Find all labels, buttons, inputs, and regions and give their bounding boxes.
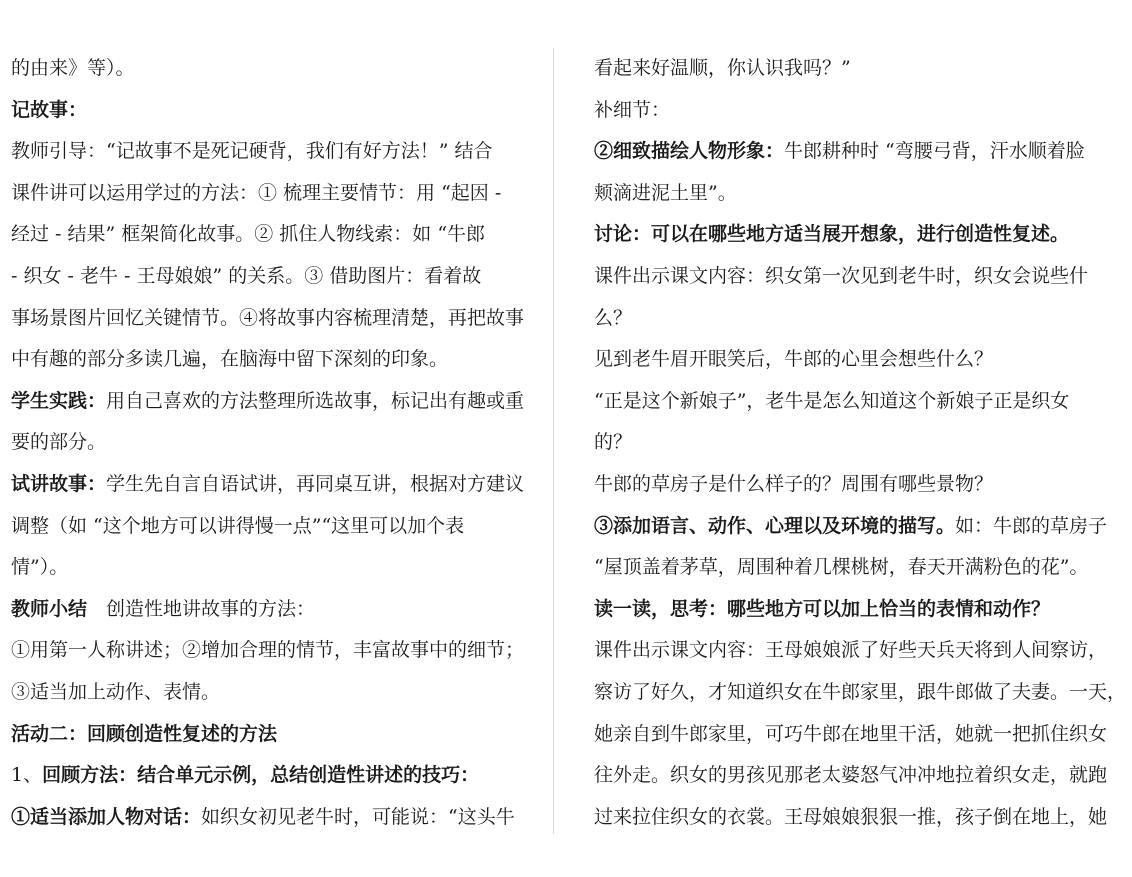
bold-text: 试讲故事： (11, 472, 107, 495)
text-segment: 过来拉住织女的衣裳。王母娘娘狠狠一推，孩子倒在地上，她 (594, 805, 1108, 828)
text-segment: 创造性地讲故事的方法： (87, 597, 316, 620)
text-line (594, 90, 1099, 132)
bold-text: 读一读，思考：哪些地方可以加上恰当的表情和动作？ (594, 597, 1051, 620)
text-segment: ①用第一人称讲述；②增加合理的情节，丰富故事中的细节； (11, 639, 525, 662)
text-segment: 牛郎耕种时 “弯腰弓背，汗水顺着脸 (784, 140, 1085, 163)
bold-text: ②细致描绘人物形象： (594, 140, 785, 163)
text-segment: 学生先自言自语试讲，再同桌互讲，根据对方建议 (106, 472, 525, 495)
text-line (594, 672, 1127, 714)
bold-text: 讨论：可以在哪些地方适当展开想象，进行创造性复述。 (594, 223, 1070, 246)
text-segment: 教师引导：“记故事不是死记硬背，我们有好方法！” 结合 (11, 140, 493, 163)
text-segment: 事场景图片回忆关键情节。④将故事内容梳理清楚，再把故事 (11, 306, 525, 329)
text-line (594, 797, 1108, 839)
text-line (594, 298, 1099, 340)
text-line (11, 464, 525, 506)
text-segment: 情”）。 (11, 556, 69, 579)
text-line (11, 714, 516, 756)
bold-text: 回顾方法：结合单元示例，总结创造性讲述的技巧： (42, 764, 480, 787)
text-line (11, 90, 516, 132)
text-line (594, 422, 1099, 464)
left-column (11, 48, 525, 838)
text-segment: - 织女 - 老牛 - 王母娘娘” 的关系。③ 借助图片：看着故 (11, 264, 482, 287)
text-line (11, 381, 525, 423)
text-segment: ③适当加上动作、表情。 (11, 680, 221, 703)
text-segment: 经过 - 结果” 框架简化故事。② 抓住人物线索：如 “牛郎 (11, 223, 486, 246)
text-segment: 看起来好温顺，你认识我吗？” (594, 57, 851, 79)
text-segment: 中有趣的部分多读几遍，在脑海中留下深刻的印象。 (11, 348, 449, 371)
right-column (594, 48, 1127, 838)
text-line (11, 547, 516, 589)
text-line (594, 714, 1108, 756)
text-line (11, 672, 516, 714)
text-line (594, 589, 1099, 631)
text-segment: 的由来》等）。 (11, 57, 135, 79)
text-line (594, 381, 1099, 423)
text-segment: 颊滴进泥土里”。 (594, 181, 737, 204)
bold-text: 记故事： (11, 98, 88, 121)
text-segment: 如织女初见老牛时，可能说：“这头牛 (201, 805, 515, 828)
text-segment: 课件出示课文内容：织女第一次见到老牛时，织女会说些什 (594, 264, 1089, 287)
text-segment: 往外走。织女的男孩见那老太婆怒气冲冲地拉着织女走，就跑 (594, 764, 1108, 787)
text-segment: 要的部分。 (11, 431, 107, 454)
text-segment: 的？ (594, 431, 633, 454)
text-line (11, 506, 516, 548)
text-line (594, 630, 1108, 672)
text-segment: “正是这个新娘子”，老牛是怎么知道这个新娘子正是织女 (594, 389, 1070, 412)
text-line (11, 256, 516, 298)
text-line (11, 755, 516, 797)
text-segment: 课件出示课文内容：王母娘娘派了好些天兵天将到人间察访， (594, 639, 1108, 662)
text-segment: 1、 (11, 764, 43, 787)
bold-text: ③添加语言、动作、心理以及环境的描写。 (594, 514, 956, 537)
text-line (11, 339, 516, 381)
bold-text: ①适当添加人物对话： (11, 805, 202, 828)
text-line (594, 547, 1099, 589)
text-segment: 补细节： (594, 98, 671, 121)
bold-text: 学生实践： (11, 389, 107, 412)
text-segment: 调整（如 “这个地方可以讲得慢一点”“这里可以加个表 (11, 514, 465, 537)
text-line (594, 256, 1099, 298)
text-line (11, 131, 516, 173)
text-line (11, 298, 525, 340)
text-line (594, 131, 1099, 173)
text-segment: 课件讲可以运用学过的方法：① 梳理主要情节：用 “起因 - (11, 181, 502, 204)
text-line (11, 797, 516, 839)
text-segment: 牛郎的草房子是什么样子的？周围有哪些景物？ (594, 472, 994, 495)
bold-text: 活动二：回顾创造性复述的方法 (11, 722, 278, 745)
text-line (594, 464, 1099, 506)
text-line (11, 630, 525, 672)
text-line (11, 48, 516, 90)
column-divider (553, 48, 554, 834)
text-line (11, 214, 516, 256)
text-line (594, 506, 1108, 548)
text-segment: 察访了好久，才知道织女在牛郎家里，跟牛郎做了夫妻。一天， (594, 680, 1127, 703)
text-line (594, 339, 1099, 381)
text-line (594, 173, 1099, 215)
text-line (594, 48, 1099, 90)
text-line (11, 589, 516, 631)
text-segment: 如：牛郎的草房子 (955, 514, 1108, 537)
text-segment: 用自己喜欢的方法整理所选故事，标记出有趣或重 (106, 389, 525, 412)
text-segment: 她亲自到牛郎家里，可巧牛郎在地里干活，她就一把抓住织女 (594, 722, 1108, 745)
text-segment: 见到老牛眉开眼笑后，牛郎的心里会想些什么？ (594, 348, 994, 371)
text-line (11, 173, 516, 215)
text-segment: “屋顶盖着茅草，周围种着几棵桃树，春天开满粉色的花”。 (594, 556, 1089, 579)
text-line (594, 755, 1108, 797)
bold-text: 教师小结 (11, 597, 88, 620)
text-segment: 么？ (594, 306, 633, 329)
text-line (11, 422, 516, 464)
text-line (594, 214, 1099, 256)
